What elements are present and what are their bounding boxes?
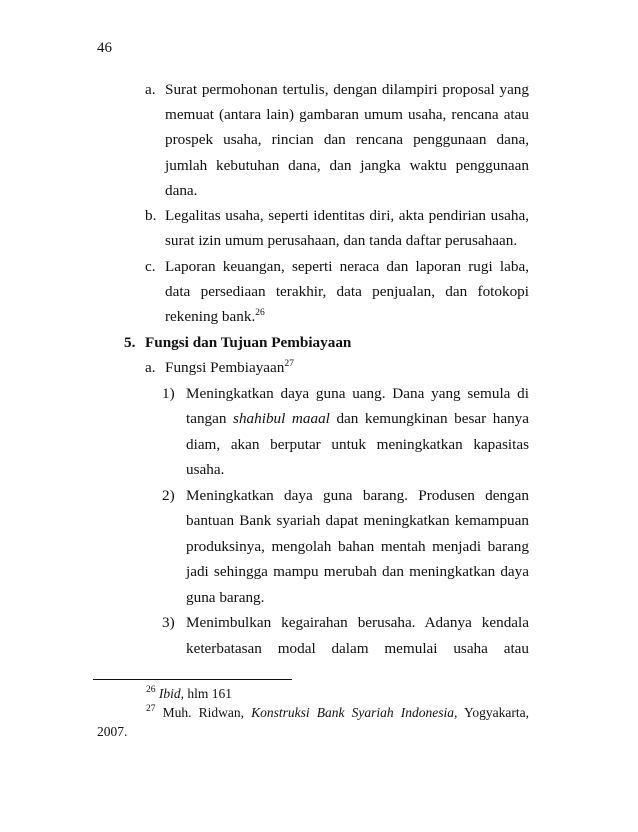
sub-marker-a: a. (145, 359, 156, 376)
point-marker-3: 3) (162, 614, 175, 631)
item-a-line-1: Surat permohonan tertulis, dengan dilampiri proposal yang (165, 81, 529, 98)
point-1-line-2: tangan shahibul maaal dan kemungkinan besar hanya (186, 410, 530, 427)
point-marker-2: 2) (162, 487, 175, 504)
item-b-line-1: Legalitas usaha, seperti identitas diri, akta pendirian usaha, (165, 207, 529, 224)
page-number: 46 (97, 40, 112, 56)
point-1-line-4: usaha. (186, 461, 225, 478)
item-a-line-5: dana. (165, 182, 198, 199)
point-2-line-3: produksinya, mengolah bahan mentah menjadi barang (186, 538, 529, 555)
point-3-line-1: Menimbulkan kegairahan berusaha. Adanya kendala (186, 614, 529, 631)
point-1-line-1: Meningkatkan daya guna uang. Dana yang semula di (186, 385, 529, 402)
point-3-line-2: keterbatasan modal dalam memulai usaha atau (186, 640, 529, 657)
point-2-line-5: guna barang. (186, 589, 265, 606)
point-2-line-1: Meningkatkan daya guna barang. Produsen dengan (186, 487, 529, 504)
item-b-line-2: surat izin umum perusahaan, dan tanda daftar perusahaan. (165, 232, 518, 249)
point-1-line-3: diam, akan berputar untuk meningkatkan kapasitas (186, 436, 529, 453)
item-c-line-3: rekening bank.$^{26}$ (165, 308, 265, 325)
item-a-line-3: prospek usaha, rincian dan rencana penggunaan dana, (165, 131, 529, 148)
item-c-line-2: data persediaan terakhir, data penjualan, dan fotokopi (165, 283, 529, 300)
list-marker-c: c. (145, 258, 156, 275)
footnote-27-line-2: 2007. (97, 724, 128, 739)
point-2-line-2: bantuan Bank syariah dapat meningkatkan kemampuan (186, 512, 529, 529)
point-marker-1: 1) (162, 385, 175, 402)
section-heading: Fungsi dan Tujuan Pembiayaan (145, 334, 352, 351)
sub-heading: Fungsi Pembiayaan$^{27}$ (165, 359, 294, 376)
footnote-26: $^{26}$ Ibid, hlm 161 (146, 685, 233, 701)
footnote-ref-26: 26 (255, 308, 265, 318)
footnote-separator (93, 679, 292, 680)
point-2-line-4: jadi sehingga mampu merubah dan meningkatkan daya (186, 563, 529, 580)
list-marker-a: a. (145, 81, 156, 98)
section-number: 5. (124, 334, 136, 351)
item-a-line-2: memuat (antara lain) gambaran umum usaha, rencana atau (165, 106, 529, 123)
list-marker-b: b. (145, 207, 157, 224)
footnote-27-line-1: $^{27}$ Muh. Ridwan, Konstruksi Bank Syariah Indonesia, Yogyakarta, (146, 704, 529, 720)
item-a-line-4: jumlah kebutuhan dana, dan jangka waktu penggunaan (165, 157, 529, 174)
footnote-ref-27: 27 (284, 359, 294, 369)
item-c-line-1: Laporan keuangan, seperti neraca dan laporan rugi laba, (165, 258, 529, 275)
